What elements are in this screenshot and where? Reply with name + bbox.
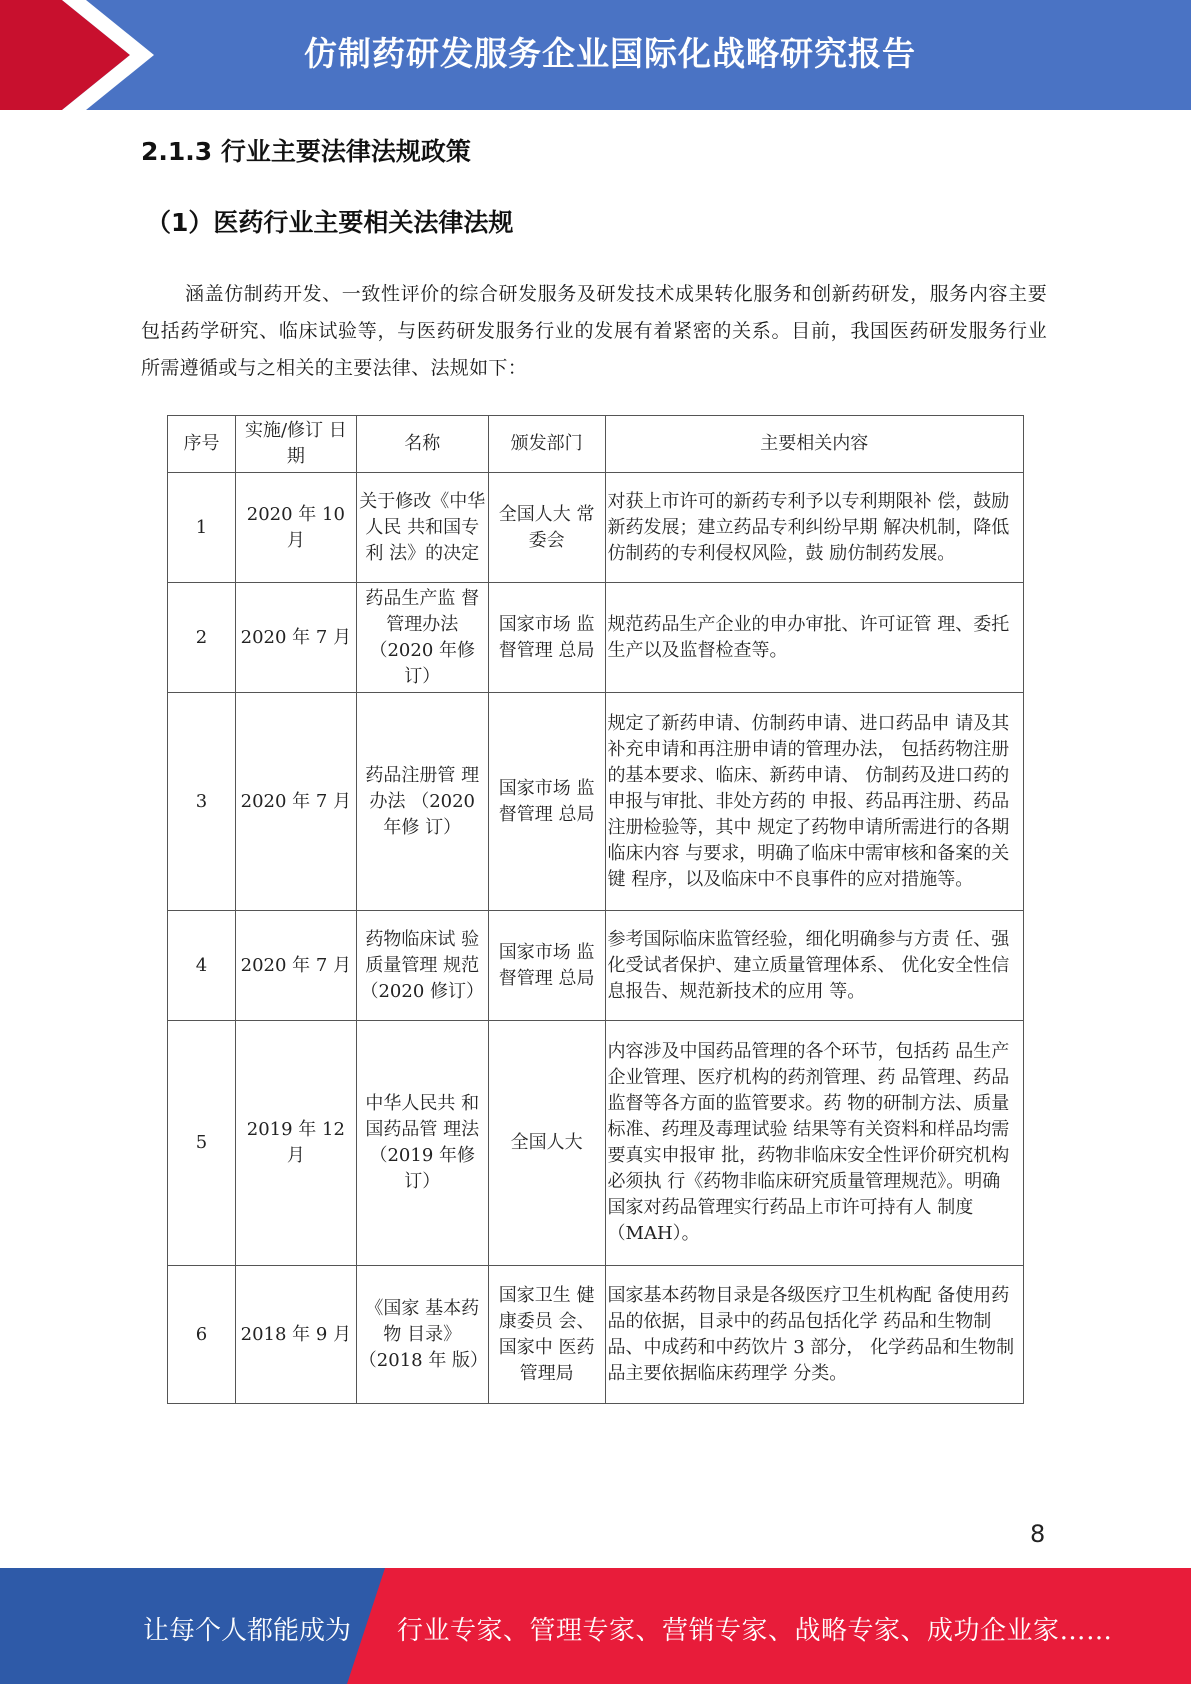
row-no: 6 <box>168 1266 236 1404</box>
report-footer <box>0 1568 1191 1684</box>
row-no: 2 <box>168 583 236 693</box>
row-date: 2020 年 7 月 <box>235 911 356 1021</box>
row-dept: 国家市场 监督管理 总局 <box>488 693 605 911</box>
row-content: 国家基本药物目录是各级医疗卫生机构配 备使用药品的依据，目录中的药品包括化学 药品和生物制品、中成药和中药饮片 3 部分， 化学药品和生物制品主要依据临床药理学 分类。 <box>605 1266 1023 1404</box>
row-date: 2020 年 7 月 <box>235 693 356 911</box>
header-date: 实施/修订 日期 <box>235 416 356 473</box>
header-name: 名称 <box>356 416 488 473</box>
table-row <box>168 583 1024 693</box>
row-dept: 全国人大 <box>488 1021 605 1266</box>
row-dept: 国家卫生 健康委员 会、国家中 医药管理局 <box>488 1266 605 1404</box>
row-name: 《国家 基本药物 目录》 （2018 年 版） <box>356 1266 488 1404</box>
row-content: 规定了新药申请、仿制药申请、进口药品申 请及其补充申请和再注册申请的管理办法， 包括药物注册的基本要求、临床、新药申请、 仿制药及进口药的申报与审批、非处方药的 申报、药品再注册、药品注册检验等，其中 规定了药物申请所需进行的各期临床内容 与要求，明确了临床中需审核和备案的关键 程序，以及临床中不良事件的应对措施等。 <box>605 693 1023 911</box>
table-row <box>168 1021 1024 1266</box>
row-date: 2019 年 12 月 <box>235 1021 356 1266</box>
row-no: 3 <box>168 693 236 911</box>
table-header-row <box>168 416 1024 473</box>
row-content: 参考国际临床监管经验，细化明确参与方责 任、强化受试者保护、建立质量管理体系、 优化安全性信息报告、规范新技术的应用 等。 <box>605 911 1023 1021</box>
row-name: 药品注册管 理办法 （2020 年修 订） <box>356 693 488 911</box>
row-content: 内容涉及中国药品管理的各个环节，包括药 品生产企业管理、医疗机构的药剂管理、药 品管理、药品监督等各方面的监管要求。药 物的研制方法、质量标准、药理及毒理试验 结果等有关资料和样品均需要真实申报审 批，药物非临床安全性评价研究机构必须执 行《药物非临床研究质量管理规范》。明确 国家对药品管理实行药品上市许可持有人 制度（MAH）。 <box>605 1021 1023 1266</box>
footer-slogan-left: 让每个人都能成为 <box>143 1616 352 1646</box>
row-name: 药品生产监 督管理办法 （2020 年修 订） <box>356 583 488 693</box>
intro-paragraph: 涵盖仿制药开发、一致性评价的综合研发服务及研发技术成果转化服务和创新药研发，服务内容主要包括药学研究、临床试验等，与医药研发服务行业的发展有着紧密的关系。目前，我国医药研发服务行业所需遵循或与之相关的主要法律、法规如下： <box>141 283 1047 379</box>
row-no: 5 <box>168 1021 236 1266</box>
section-heading: 2.1.3 行业主要法律法规政策 <box>141 137 471 166</box>
table-row <box>168 473 1024 583</box>
row-content: 对获上市许可的新药专利予以专利期限补 偿，鼓励新药发展；建立药品专利纠纷早期 解决机制，降低仿制药的专利侵权风险，鼓 励仿制药发展。 <box>605 473 1023 583</box>
regulations-table <box>167 415 1024 1404</box>
subsection-heading: （1）医药行业主要相关法律法规 <box>146 208 514 237</box>
row-dept: 全国人大 常委会 <box>488 473 605 583</box>
row-date: 2020 年 7 月 <box>235 583 356 693</box>
row-date: 2018 年 9 月 <box>235 1266 356 1404</box>
row-name: 药物临床试 验质量管理 规范（2020 修订） <box>356 911 488 1021</box>
row-dept: 国家市场 监督管理 总局 <box>488 911 605 1021</box>
row-no: 1 <box>168 473 236 583</box>
row-date: 2020 年 10 月 <box>235 473 356 583</box>
table-row <box>168 693 1024 911</box>
row-no: 4 <box>168 911 236 1021</box>
header-dept: 颁发部门 <box>488 416 605 473</box>
row-name: 关于修改《中华人民 共和国专利 法》的决定 <box>356 473 488 583</box>
row-dept: 国家市场 监督管理 总局 <box>488 583 605 693</box>
table-row <box>168 911 1024 1021</box>
page-number: 8 <box>1030 1520 1046 1548</box>
footer-slogan-right: 行业专家、管理专家、营销专家、战略专家、成功企业家…… <box>397 1616 1113 1646</box>
header-content: 主要相关内容 <box>605 416 1023 473</box>
report-header <box>0 0 1191 110</box>
table-row <box>168 1266 1024 1404</box>
row-content: 规范药品生产企业的申办审批、许可证管 理、委托生产以及监督检查等。 <box>605 583 1023 693</box>
report-title: 仿制药研发服务企业国际化战略研究报告 <box>304 34 916 73</box>
row-name: 中华人民共 和国药品管 理法（2019 年修订） <box>356 1021 488 1266</box>
header-no: 序号 <box>168 416 236 473</box>
